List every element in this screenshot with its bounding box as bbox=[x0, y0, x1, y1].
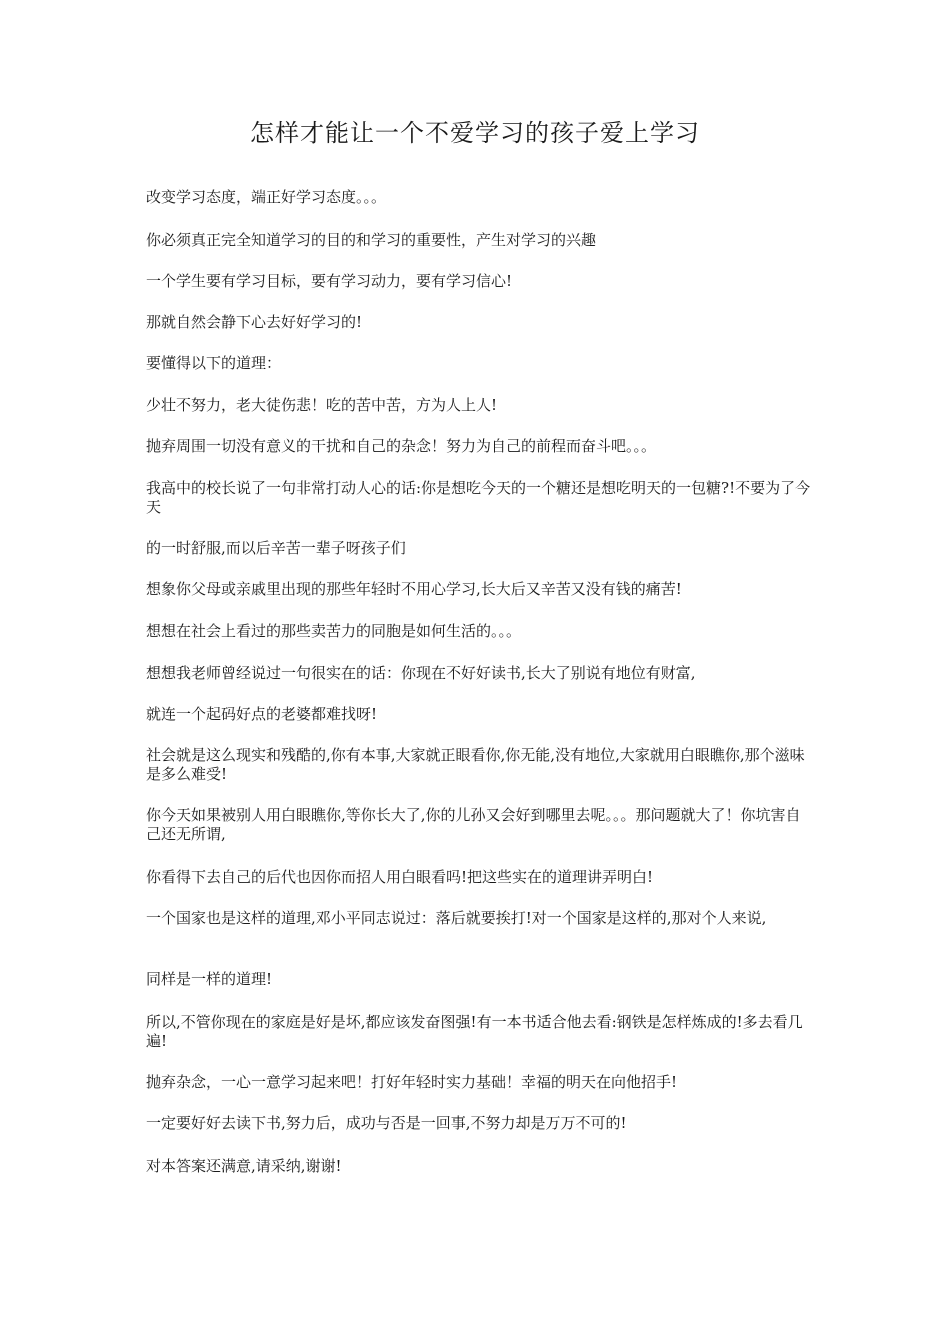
paragraph: 抛弃杂念，一心一意学习起来吧！打好年轻时实力基础！幸福的明天在向他招手! bbox=[146, 1073, 678, 1091]
paragraph: 同样是一样的道理! bbox=[146, 970, 273, 988]
paragraph: 就连一个起码好点的老婆都难找呀! bbox=[146, 705, 378, 723]
paragraph: 想象你父母或亲戚里出现的那些年轻时不用心学习,长大后又辛苦又没有钱的痛苦! bbox=[146, 580, 682, 598]
paragraph: 你看得下去自己的后代也因你而招人用白眼看吗!把这些实在的道理讲弄明白! bbox=[146, 868, 654, 886]
paragraph: 少壮不努力，老大徒伤悲！吃的苦中苦，方为人上人! bbox=[146, 396, 498, 414]
paragraph: 想想在社会上看过的那些卖苦力的同胞是如何生活的。。。 bbox=[146, 622, 522, 640]
paragraph: 对本答案还满意,请采纳,谢谢! bbox=[146, 1157, 342, 1175]
paragraph: 那就自然会静下心去好好学习的! bbox=[146, 313, 363, 331]
paragraph: 你今天如果被别人用白眼瞧你,等你长大了,你的儿孙又会好到哪里去呢。。。那问题就大了！你坑害自己还无所谓, bbox=[146, 806, 801, 843]
document-title: 怎样才能让一个不爱学习的孩子爱上学习 bbox=[250, 119, 700, 147]
paragraph: 改变学习态度，端正好学习态度。。。 bbox=[146, 188, 387, 206]
paragraph: 社会就是这么现实和残酷的,你有本事,大家就正眼看你,你无能,没有地位,大家就用白眼瞧你,那个滋味是多么难受! bbox=[146, 746, 805, 783]
paragraph: 一个国家也是这样的道理,邓小平同志说过：落后就要挨打!对一个国家是这样的,那对个人来说, bbox=[146, 909, 767, 927]
paragraph: 我高中的校长说了一句非常打动人心的话:你是想吃今天的一个糖还是想吃明天的一包糖?!不要为了今天 bbox=[146, 479, 811, 516]
paragraph: 你必须真正完全知道学习的目的和学习的重要性，产生对学习的兴趣 bbox=[146, 231, 597, 249]
paragraph: 的一时舒服,而以后辛苦一辈子呀孩子们 bbox=[146, 539, 406, 557]
paragraph: 想想我老师曾经说过一句很实在的话：你现在不好好读书,长大了别说有地位有财富, bbox=[146, 664, 696, 682]
paragraph: 要懂得以下的道理： bbox=[146, 354, 282, 372]
paragraph: 抛弃周围一切没有意义的干扰和自己的杂念！努力为自己的前程而奋斗吧。。。 bbox=[146, 437, 657, 455]
paragraph: 所以,不管你现在的家庭是好是坏,都应该发奋图强!有一本书适合他去看:钢铁是怎样炼成的!多去看几遍! bbox=[146, 1013, 803, 1050]
paragraph: 一个学生要有学习目标，要有学习动力，要有学习信心! bbox=[146, 272, 513, 290]
paragraph: 一定要好好去读下书,努力后，成功与否是一回事,不努力却是万万不可的! bbox=[146, 1114, 627, 1132]
